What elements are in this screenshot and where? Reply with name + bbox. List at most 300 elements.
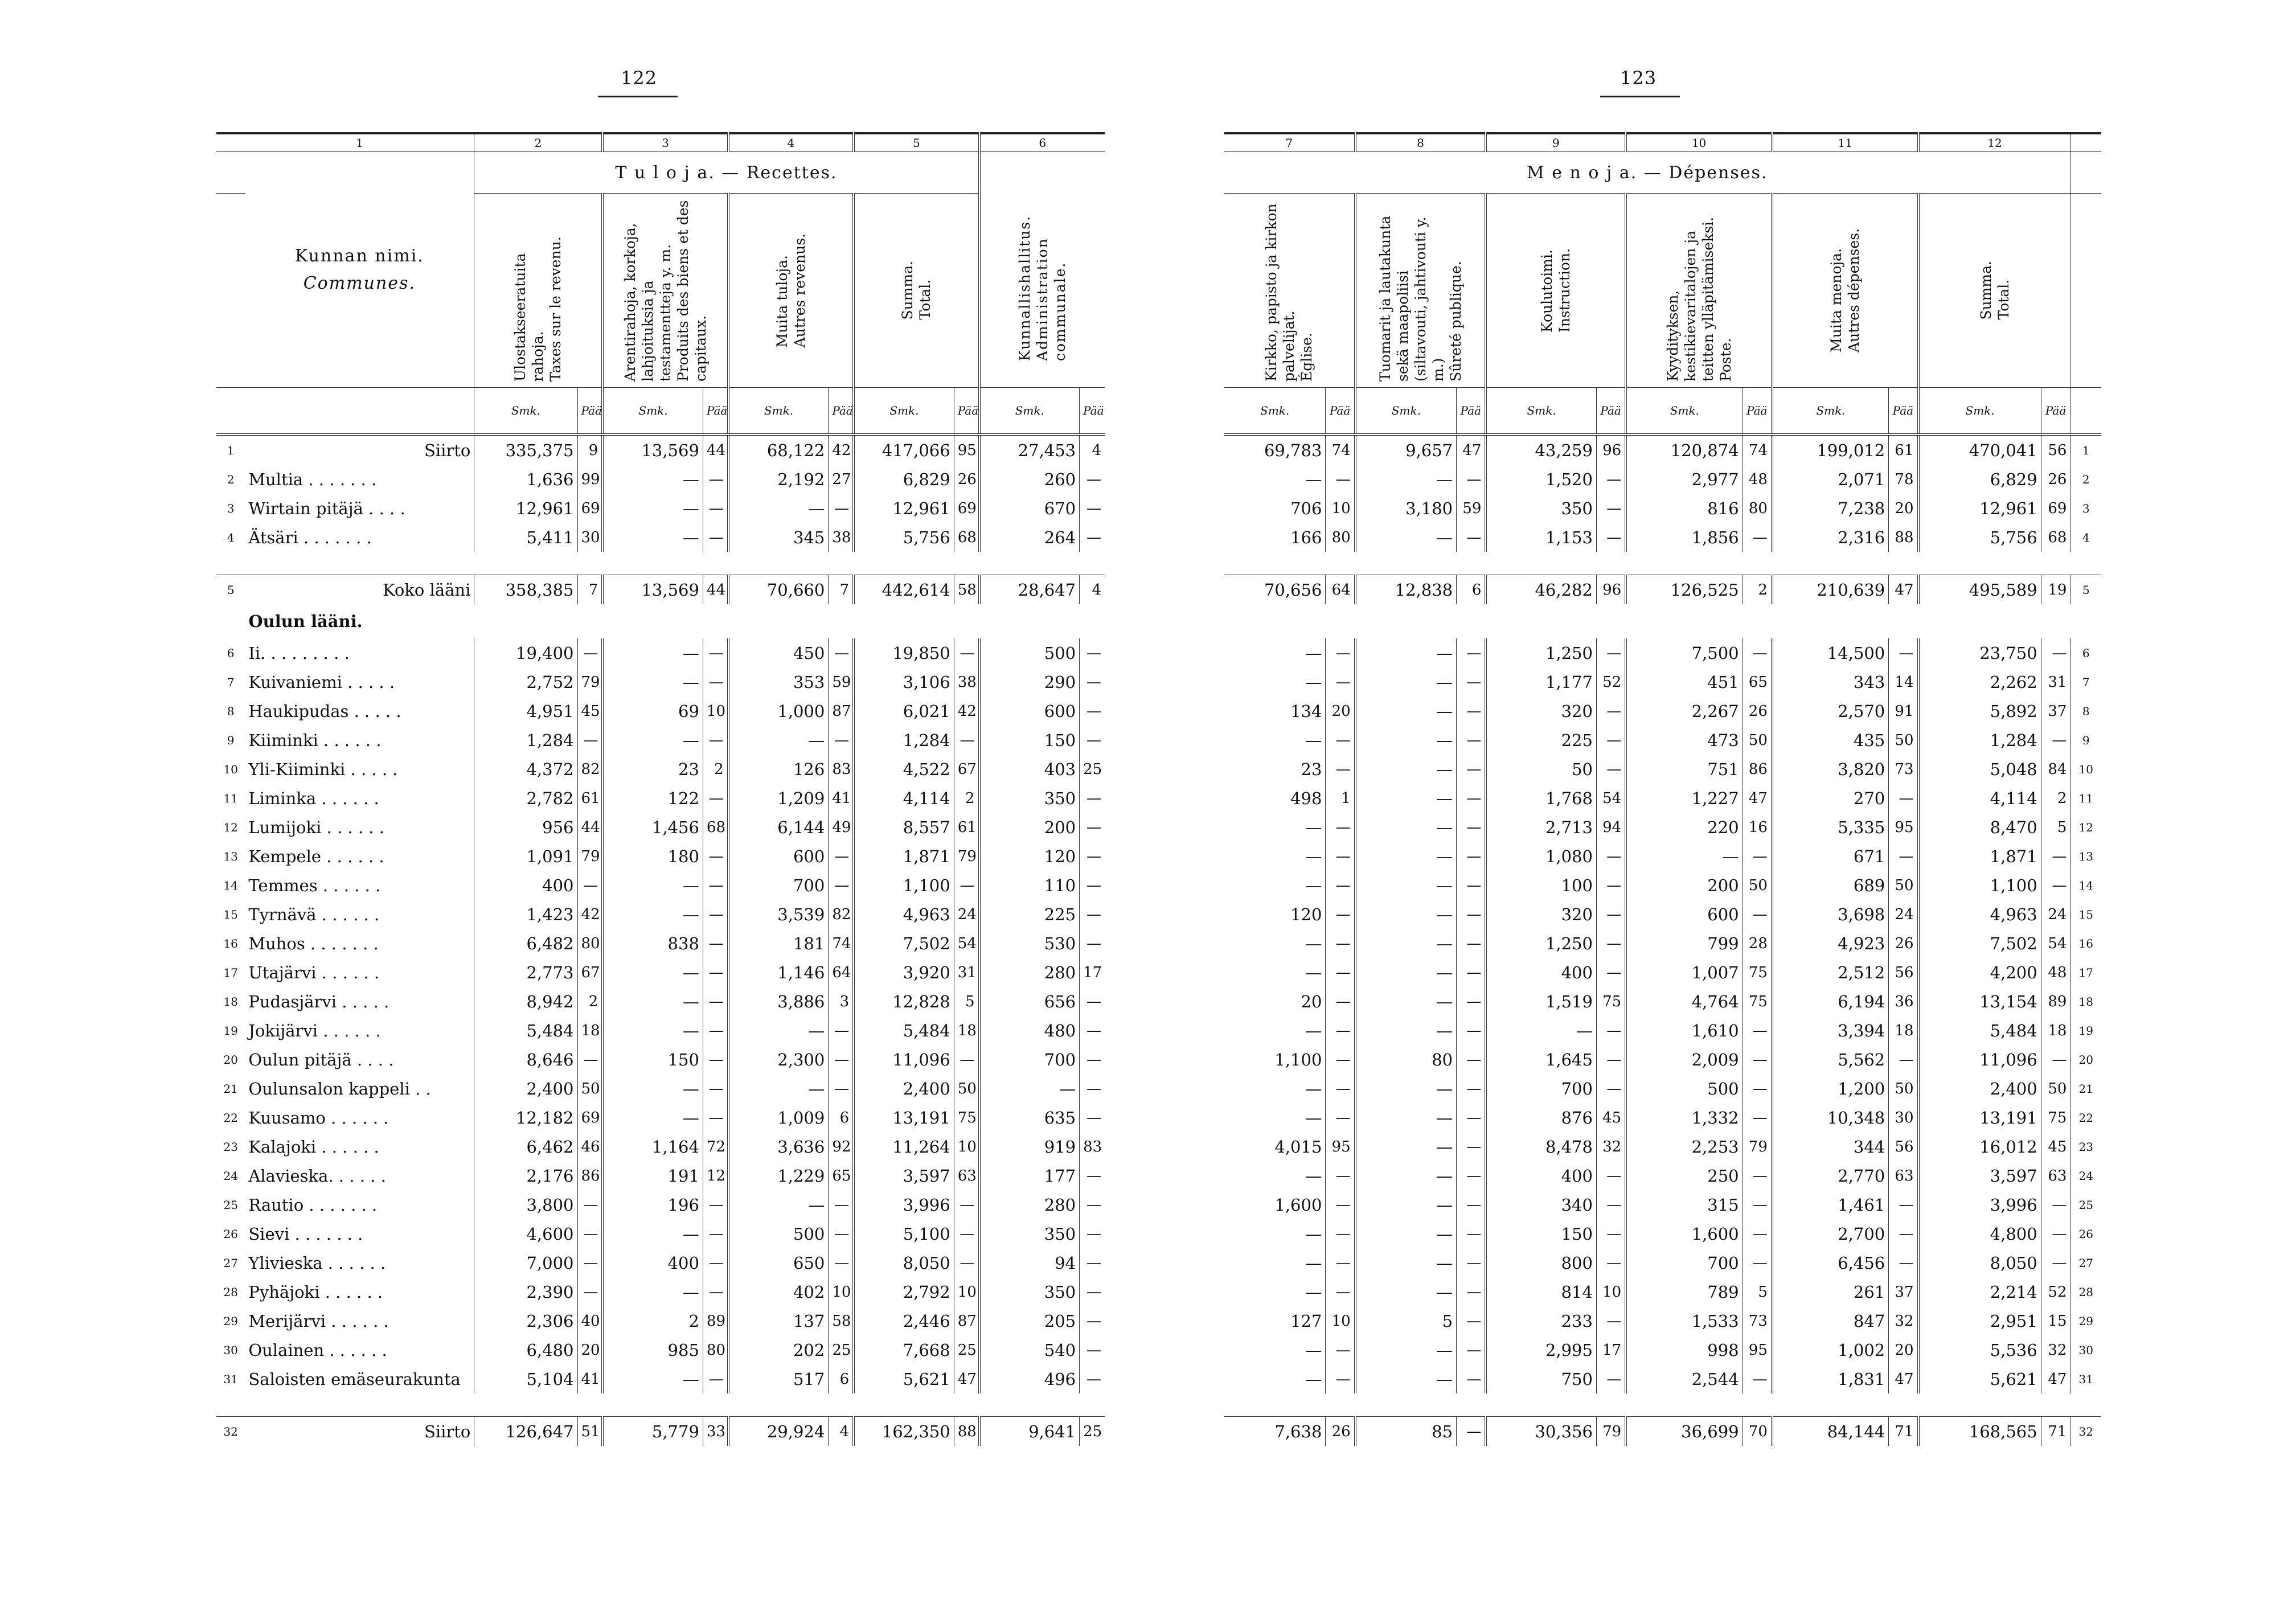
amount-markka: 28,647 xyxy=(979,575,1080,605)
amount-penni: 54 xyxy=(954,929,979,958)
amount-penni: — xyxy=(1457,523,1486,552)
amount-penni: — xyxy=(1457,696,1486,726)
table-row xyxy=(216,1335,1105,1364)
amount-penni: — xyxy=(2041,871,2070,900)
amount-markka: 3,180 xyxy=(1355,494,1457,523)
row-number: 29 xyxy=(2070,1306,2101,1335)
amount-markka: 4,114 xyxy=(1918,784,2041,813)
table-row xyxy=(1224,900,2101,929)
amount-penni: 52 xyxy=(2041,1277,2070,1306)
row-number: 3 xyxy=(2070,494,2101,523)
amount-penni: — xyxy=(829,1248,854,1277)
unit-p: Pää xyxy=(703,388,728,435)
amount-penni: 73 xyxy=(1889,755,1918,784)
amount-penni: 10 xyxy=(1326,494,1355,523)
amount-markka: 220 xyxy=(1626,813,1742,842)
amount-markka: 202 xyxy=(728,1335,829,1364)
amount-markka: 13,569 xyxy=(602,435,703,465)
commune-name: Temmes . . . . . . xyxy=(248,875,381,895)
amount-penni: — xyxy=(1596,523,1626,552)
amount-markka: 1,520 xyxy=(1486,465,1596,494)
amount-markka: — xyxy=(728,726,829,755)
amount-penni: — xyxy=(1080,1335,1105,1364)
amount-markka: 838 xyxy=(602,929,703,958)
amount-markka: — xyxy=(1355,1074,1457,1103)
amount-markka: 5,756 xyxy=(1918,523,2041,552)
amount-markka: 261 xyxy=(1772,1277,1889,1306)
amount-markka: 600 xyxy=(728,842,829,871)
amount-markka: 1,002 xyxy=(1772,1335,1889,1364)
row-number: 24 xyxy=(2070,1161,2101,1190)
amount-markka: 1,250 xyxy=(1486,638,1596,667)
amount-markka: 12,961 xyxy=(854,494,954,523)
table-row xyxy=(1224,523,2101,552)
amount-markka: 225 xyxy=(979,900,1080,929)
amount-penni: 95 xyxy=(1742,1335,1772,1364)
amount-markka: 816 xyxy=(1626,494,1742,523)
spacer-row xyxy=(1224,552,2101,575)
amount-markka: 6,829 xyxy=(1918,465,2041,494)
amount-markka: 4,015 xyxy=(1274,1137,1322,1157)
unit-mk: Smk. xyxy=(854,388,954,435)
amount-markka: 12,961 xyxy=(1918,494,2041,523)
amount-markka: 4,963 xyxy=(1918,900,2041,929)
table-row xyxy=(216,784,1105,813)
amount-markka: 2,253 xyxy=(1626,1132,1742,1161)
amount-penni: 7 xyxy=(829,575,854,605)
amount-penni: — xyxy=(1889,784,1918,813)
amount-markka: 36,699 xyxy=(1626,1417,1742,1446)
row-number: 16 xyxy=(223,936,238,950)
amount-markka: 343 xyxy=(1772,667,1889,696)
depenses-table xyxy=(1224,132,2101,1446)
amount-markka: 700 xyxy=(1486,1074,1596,1103)
amount-penni: 15 xyxy=(2041,1306,2070,1335)
table-row xyxy=(216,1016,1105,1045)
commune-name: Kuusamo . . . . . . xyxy=(248,1108,389,1128)
amount-penni: 95 xyxy=(1889,813,1918,842)
amount-markka: 7,500 xyxy=(1626,638,1742,667)
amount-markka: 5,536 xyxy=(1918,1335,2041,1364)
amount-penni: 75 xyxy=(1742,958,1772,987)
commune-name: Liminka . . . . . . xyxy=(248,788,379,808)
table-row xyxy=(216,755,1105,784)
amount-penni: — xyxy=(1326,755,1355,784)
amount-penni: — xyxy=(703,1016,728,1045)
column-header: Summa. Total. xyxy=(854,194,979,388)
amount-penni: — xyxy=(1080,1364,1105,1393)
amount-penni: — xyxy=(703,1103,728,1132)
amount-markka: 6,480 xyxy=(474,1335,577,1364)
amount-penni: 47 xyxy=(1457,435,1486,465)
amount-markka: 46,282 xyxy=(1486,575,1596,605)
amount-penni: — xyxy=(2041,842,2070,871)
amount-penni: — xyxy=(703,1364,728,1393)
table-row xyxy=(216,726,1105,755)
amount-penni: — xyxy=(1457,1248,1486,1277)
amount-markka: 5,100 xyxy=(854,1219,954,1248)
amount-markka: 1,100 xyxy=(854,871,954,900)
amount-markka: 320 xyxy=(1486,696,1596,726)
amount-penni: 56 xyxy=(1889,1132,1918,1161)
amount-penni: 26 xyxy=(2041,465,2070,494)
amount-markka: 1,600 xyxy=(1626,1219,1742,1248)
amount-penni: 50 xyxy=(954,1074,979,1103)
recettes-body xyxy=(216,435,1105,1446)
amount-markka: 3,106 xyxy=(854,667,954,696)
row-number: 7 xyxy=(227,675,235,689)
table-row xyxy=(216,494,1105,523)
amount-markka: — xyxy=(728,1190,829,1219)
table-row xyxy=(216,987,1105,1016)
amount-markka: 876 xyxy=(1486,1103,1596,1132)
amount-penni: — xyxy=(1326,1161,1355,1190)
row-number: 20 xyxy=(223,1052,238,1067)
amount-markka: 2,713 xyxy=(1486,813,1596,842)
commune-name: Rautio . . . . . . . xyxy=(248,1195,378,1215)
amount-markka: — xyxy=(1355,726,1457,755)
unit-mk: Smk. xyxy=(602,388,703,435)
row-number: 11 xyxy=(2070,784,2101,813)
amount-penni: — xyxy=(2041,638,2070,667)
amount-markka: 2,773 xyxy=(474,958,577,987)
amount-markka: — xyxy=(1355,929,1457,958)
amount-penni: 30 xyxy=(577,523,602,552)
row-number: 30 xyxy=(223,1343,238,1357)
amount-markka: 6,194 xyxy=(1772,987,1889,1016)
amount-penni: 96 xyxy=(1596,435,1626,465)
amount-markka: 3,920 xyxy=(854,958,954,987)
amount-markka: 168,565 xyxy=(1918,1417,2041,1446)
unit-mk: Smk. xyxy=(1224,388,1326,435)
col-number: 8 xyxy=(1355,133,1486,152)
table-row xyxy=(1224,1335,2101,1364)
amount-penni: — xyxy=(1326,726,1355,755)
col-number: 4 xyxy=(728,133,854,152)
amount-markka: 7,502 xyxy=(854,929,954,958)
table-row xyxy=(1224,1306,2101,1335)
amount-penni: 63 xyxy=(1889,1161,1918,1190)
table-row xyxy=(216,523,1105,552)
col-number: 2 xyxy=(474,133,602,152)
amount-penni: 47 xyxy=(1742,784,1772,813)
amount-markka: 517 xyxy=(728,1364,829,1393)
amount-penni: 54 xyxy=(2041,929,2070,958)
amount-markka: 2,009 xyxy=(1626,1045,1742,1074)
table-row xyxy=(1224,813,2101,842)
amount-penni: — xyxy=(703,871,728,900)
amount-penni: 95 xyxy=(1326,1132,1355,1161)
table-row xyxy=(216,842,1105,871)
amount-markka: 120 xyxy=(1290,904,1322,924)
amount-penni: 2 xyxy=(2041,784,2070,813)
amount-penni: — xyxy=(1080,696,1105,726)
amount-penni: — xyxy=(577,638,602,667)
amount-markka: 5,756 xyxy=(854,523,954,552)
amount-penni: 68 xyxy=(954,523,979,552)
amount-penni: — xyxy=(1596,929,1626,958)
amount-penni: — xyxy=(1457,987,1486,1016)
row-number: 5 xyxy=(216,575,245,605)
table-row xyxy=(1224,667,2101,696)
amount-penni: — xyxy=(1326,1248,1355,1277)
amount-penni: 80 xyxy=(703,1335,728,1364)
spacer-row xyxy=(216,552,1105,575)
amount-markka: 956 xyxy=(474,813,577,842)
amount-markka: — xyxy=(602,1364,703,1393)
table-row xyxy=(1224,638,2101,667)
amount-markka: — xyxy=(602,987,703,1016)
table-row xyxy=(216,1417,1105,1446)
amount-penni: 75 xyxy=(2041,1103,2070,1132)
amount-markka: 4,800 xyxy=(1918,1219,2041,1248)
amount-markka: — xyxy=(1355,1161,1457,1190)
amount-markka: 4,923 xyxy=(1772,929,1889,958)
commune-name: Lumijoki . . . . . . xyxy=(248,817,384,837)
amount-markka: 2,782 xyxy=(474,784,577,813)
amount-markka: 126 xyxy=(728,755,829,784)
amount-markka: 400 xyxy=(602,1248,703,1277)
amount-markka: 2,544 xyxy=(1626,1364,1742,1393)
amount-markka: 43,259 xyxy=(1486,435,1596,465)
amount-markka: 4,372 xyxy=(474,755,577,784)
table-row xyxy=(216,1132,1105,1161)
amount-penni: — xyxy=(954,1248,979,1277)
amount-penni: — xyxy=(1596,1219,1626,1248)
amount-markka: 2,400 xyxy=(474,1074,577,1103)
amount-penni: 65 xyxy=(1742,667,1772,696)
amount-markka: 402 xyxy=(728,1277,829,1306)
amount-markka: — xyxy=(1355,1132,1457,1161)
table-row xyxy=(1224,1016,2101,1045)
amount-penni: 94 xyxy=(1596,813,1626,842)
amount-markka: 2,306 xyxy=(474,1306,577,1335)
amount-penni: — xyxy=(1080,987,1105,1016)
amount-markka: 19,850 xyxy=(854,638,954,667)
amount-markka: 13,191 xyxy=(1918,1103,2041,1132)
table-row xyxy=(1224,871,2101,900)
amount-penni: — xyxy=(1596,1045,1626,1074)
amount-penni: 25 xyxy=(1080,755,1105,784)
amount-markka: 1,519 xyxy=(1486,987,1596,1016)
amount-penni: 32 xyxy=(1889,1306,1918,1335)
amount-markka: 789 xyxy=(1626,1277,1742,1306)
amount-penni: 95 xyxy=(954,435,979,465)
row-number: 19 xyxy=(2070,1016,2101,1045)
amount-markka: — xyxy=(602,1074,703,1103)
amount-markka: 6,144 xyxy=(728,813,829,842)
amount-penni: — xyxy=(829,494,854,523)
amount-penni: 36 xyxy=(1889,987,1918,1016)
amount-penni: 80 xyxy=(1742,494,1772,523)
page-number-rule-left xyxy=(598,96,678,97)
amount-markka: 5,484 xyxy=(854,1016,954,1045)
table-row xyxy=(1224,1045,2101,1074)
amount-penni: — xyxy=(1457,958,1486,987)
table-row xyxy=(1224,1103,2101,1132)
amount-markka: 3,820 xyxy=(1772,755,1889,784)
amount-penni: 79 xyxy=(577,667,602,696)
amount-markka: 799 xyxy=(1626,929,1742,958)
amount-penni: — xyxy=(1080,842,1105,871)
amount-markka: — xyxy=(1355,958,1457,987)
row-number: 22 xyxy=(2070,1103,2101,1132)
amount-markka: 350 xyxy=(979,784,1080,813)
table-row xyxy=(1224,929,2101,958)
row-number: 21 xyxy=(2070,1074,2101,1103)
amount-penni: — xyxy=(1889,1248,1918,1277)
row-number: 8 xyxy=(2070,696,2101,726)
amount-markka: 1,600 xyxy=(1274,1195,1322,1215)
amount-penni: 67 xyxy=(954,755,979,784)
unit-p: Pää xyxy=(1080,388,1105,435)
col-number: 1 xyxy=(245,133,474,152)
row-number: 13 xyxy=(223,849,238,863)
amount-markka: 706 xyxy=(1290,498,1322,518)
row-number: 12 xyxy=(223,820,238,834)
amount-penni: 20 xyxy=(1889,494,1918,523)
amount-markka: 270 xyxy=(1772,784,1889,813)
amount-penni: 16 xyxy=(1742,813,1772,842)
amount-markka: 498 xyxy=(1290,788,1322,808)
amount-markka: 250 xyxy=(1626,1161,1742,1190)
amount-penni: — xyxy=(577,1277,602,1306)
table-row xyxy=(1224,755,2101,784)
unit-p: Pää xyxy=(1326,388,1355,435)
amount-markka: 30,356 xyxy=(1486,1417,1596,1446)
amount-penni: 32 xyxy=(2041,1335,2070,1364)
amount-markka: 210,639 xyxy=(1772,575,1889,605)
table-row xyxy=(216,871,1105,900)
amount-markka: 6,456 xyxy=(1772,1248,1889,1277)
amount-penni: — xyxy=(577,1190,602,1219)
amount-markka: 23 xyxy=(602,755,703,784)
amount-penni: — xyxy=(1457,465,1486,494)
amount-penni: 41 xyxy=(829,784,854,813)
col-number: 5 xyxy=(854,133,979,152)
row-number: 15 xyxy=(223,907,238,921)
row-number: 27 xyxy=(2070,1248,2101,1277)
amount-markka: 4,114 xyxy=(854,784,954,813)
amount-markka: 5,892 xyxy=(1918,696,2041,726)
amount-markka: — xyxy=(1355,465,1457,494)
amount-markka: 150 xyxy=(979,726,1080,755)
commune-name: Jokijärvi . . . . . . xyxy=(248,1020,381,1040)
amount-penni: — xyxy=(1457,1219,1486,1248)
col-number: 6 xyxy=(979,133,1105,152)
amount-markka: 166 xyxy=(1290,527,1322,547)
amount-markka: 3,636 xyxy=(728,1132,829,1161)
amount-penni: — xyxy=(1457,1417,1486,1446)
amount-penni: — xyxy=(577,726,602,755)
amount-markka: — xyxy=(1355,987,1457,1016)
commune-name: Oulunsalon kappeli . . xyxy=(248,1079,431,1099)
amount-markka: 1,332 xyxy=(1626,1103,1742,1132)
amount-markka: 69,783 xyxy=(1264,440,1322,460)
amount-markka: 181 xyxy=(728,929,829,958)
table-row xyxy=(1224,784,2101,813)
amount-penni: — xyxy=(1080,1161,1105,1190)
amount-penni: 12 xyxy=(703,1161,728,1190)
amount-markka: 700 xyxy=(979,1045,1080,1074)
table-row xyxy=(216,667,1105,696)
amount-penni: 61 xyxy=(1889,435,1918,465)
amount-markka: 671 xyxy=(1772,842,1889,871)
amount-penni: 28 xyxy=(1742,929,1772,958)
amount-markka: 1,000 xyxy=(728,696,829,726)
amount-markka: 16,012 xyxy=(1918,1132,2041,1161)
amount-penni: 38 xyxy=(829,523,854,552)
amount-penni: 72 xyxy=(703,1132,728,1161)
amount-penni: — xyxy=(703,465,728,494)
amount-markka: 180 xyxy=(602,842,703,871)
amount-markka: 470,041 xyxy=(1918,435,2041,465)
table-row xyxy=(1224,987,2101,1016)
depenses-group-title: M e n o j a. — Dépenses. xyxy=(1224,152,2070,194)
amount-penni: — xyxy=(1742,900,1772,929)
amount-markka: 290 xyxy=(979,667,1080,696)
amount-penni: 18 xyxy=(577,1016,602,1045)
amount-penni: 58 xyxy=(954,575,979,605)
amount-penni: — xyxy=(1889,842,1918,871)
amount-markka: — xyxy=(1355,1219,1457,1248)
row-number: 9 xyxy=(2070,726,2101,755)
amount-penni: — xyxy=(1457,1103,1486,1132)
table-row xyxy=(216,1306,1105,1335)
amount-markka: — xyxy=(1355,1335,1457,1364)
amount-markka: 69 xyxy=(602,696,703,726)
amount-penni: — xyxy=(1080,784,1105,813)
amount-markka: — xyxy=(1486,1016,1596,1045)
amount-penni: 31 xyxy=(2041,667,2070,696)
amount-penni: — xyxy=(1326,1190,1355,1219)
amount-penni: 79 xyxy=(1742,1132,1772,1161)
amount-markka: — xyxy=(602,667,703,696)
amount-penni: 2 xyxy=(1742,575,1772,605)
column-header-row xyxy=(1224,194,2101,388)
amount-markka: 1,768 xyxy=(1486,784,1596,813)
amount-markka: — xyxy=(1305,875,1322,895)
row-number: 18 xyxy=(2070,987,2101,1016)
amount-penni: 89 xyxy=(2041,987,2070,1016)
amount-penni: 88 xyxy=(954,1417,979,1446)
amount-penni: — xyxy=(1326,1074,1355,1103)
amount-penni: 44 xyxy=(703,435,728,465)
amount-penni: — xyxy=(1457,1132,1486,1161)
amount-penni: 50 xyxy=(2041,1074,2070,1103)
amount-markka: 3,597 xyxy=(1918,1161,2041,1190)
amount-penni: 18 xyxy=(1889,1016,1918,1045)
amount-markka: — xyxy=(602,1016,703,1045)
amount-markka: 7,502 xyxy=(1918,929,2041,958)
amount-penni: — xyxy=(1457,1161,1486,1190)
amount-markka: 335,375 xyxy=(474,435,577,465)
group-header-row xyxy=(1224,152,2101,194)
amount-penni: 59 xyxy=(1457,494,1486,523)
amount-markka: 417,066 xyxy=(854,435,954,465)
amount-penni: 79 xyxy=(577,842,602,871)
amount-penni: 41 xyxy=(577,1364,602,1393)
amount-markka: 134 xyxy=(1290,701,1322,721)
amount-penni: 42 xyxy=(954,696,979,726)
amount-markka: 200 xyxy=(1626,871,1742,900)
row-number: 5 xyxy=(2070,575,2101,605)
amount-penni: — xyxy=(1457,900,1486,929)
unit-mk: Smk. xyxy=(1486,388,1596,435)
commune-name: Muhos . . . . . . . xyxy=(248,933,379,953)
amount-penni: 47 xyxy=(1889,1364,1918,1393)
amount-markka: 670 xyxy=(979,494,1080,523)
